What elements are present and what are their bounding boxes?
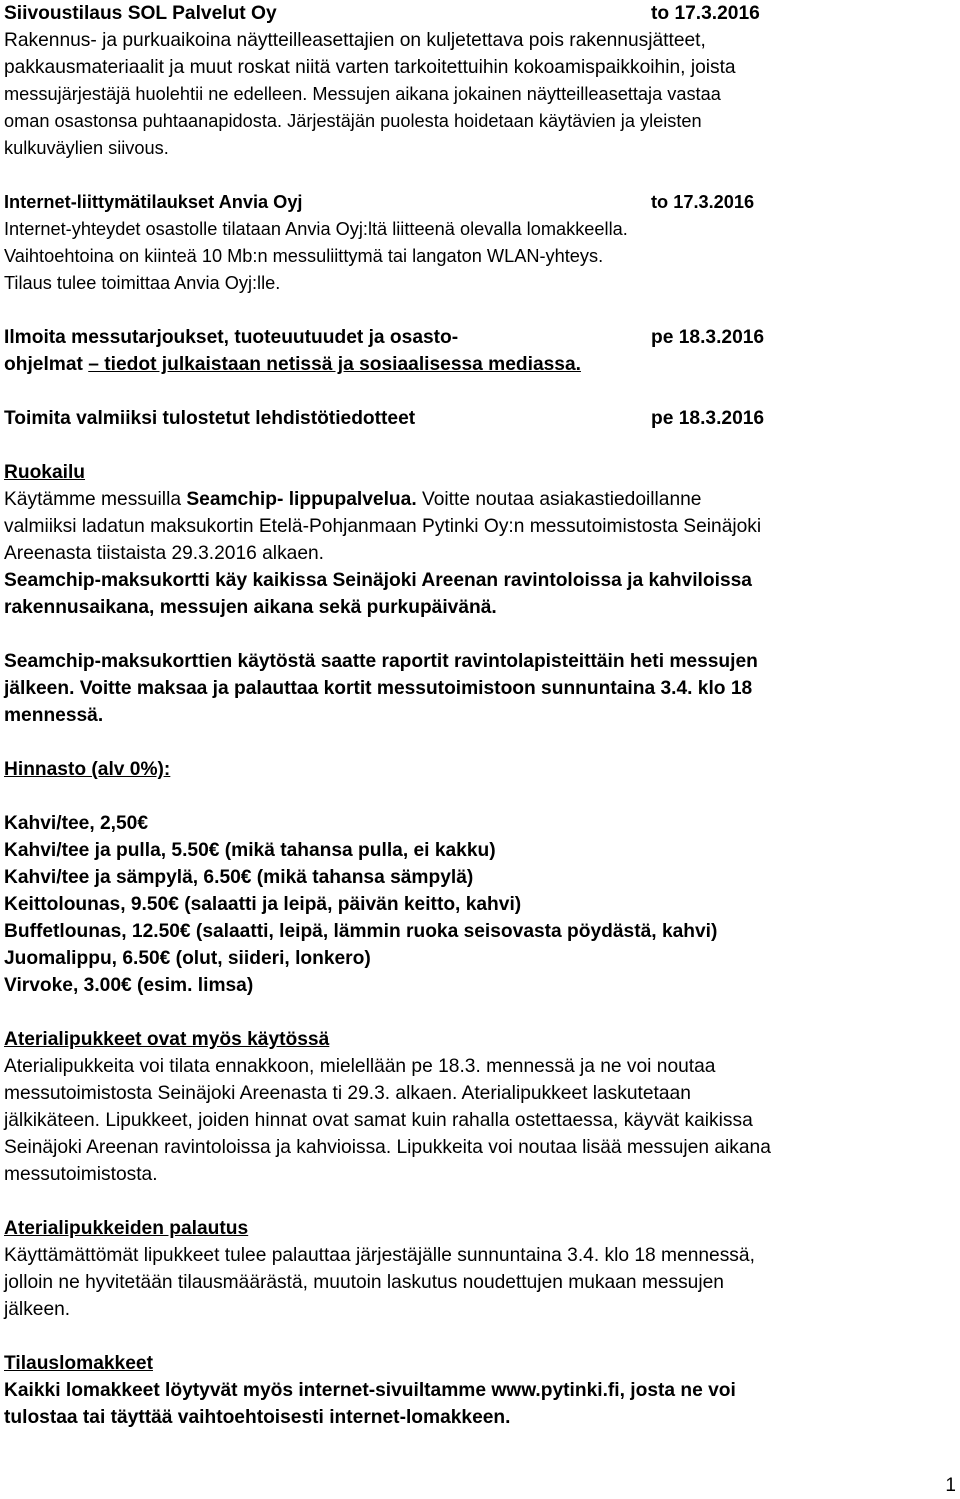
ruokailu-report-line: mennessä. [4, 705, 104, 726]
price-item: Virvoke, 3.00€ (esim. limsa) [4, 975, 254, 996]
ruokailu-bold-line: Seamchip-maksukortti käy kaikissa Seinäjoki Areenan ravintoloissa ja kahviloissa [4, 570, 752, 591]
document-page [4, 0, 956, 1431]
toimita-row [4, 405, 956, 432]
ilmoita-line2-underlined: – tiedot julkaistaan netissä ja sosiaalisessa mediassa. [88, 354, 581, 375]
ruokailu-line [4, 486, 956, 513]
palautus-heading: Aterialipukkeiden palautus [4, 1218, 249, 1239]
internet-heading-row [4, 189, 956, 216]
price-item: Juomalippu, 6.50€ (olut, siideri, lonkero) [4, 948, 371, 969]
aterialipukkeet-line: messutoimistosta. [4, 1164, 158, 1185]
aterialipukkeet-line: Aterialipukkeita voi tilata ennakkoon, mielellään pe 18.3. mennessä ja ne voi noutaa [4, 1056, 716, 1077]
price-item: Keittolounas, 9.50€ (salaatti ja leipä, päivän keitto, kahvi) [4, 894, 522, 915]
ruokailu-report-line: Seamchip-maksukorttien käytöstä saatte raportit ravintolapisteittäin heti messujen [4, 651, 758, 672]
page-number: 1 [945, 1475, 956, 1496]
ruokailu-l1-post: Voitte noutaa asiakastiedoillanne [416, 489, 702, 510]
seamchip-label: Seamchip- lippupalvelua. [186, 489, 417, 510]
siivous-line: Rakennus- ja purkuaikoina näytteilleasettajien on kuljetettava pois rakennusjätteet, [4, 30, 706, 51]
palautus-line: jälkeen. [4, 1299, 71, 1320]
siivous-line: messujärjestäjä huolehtii ne edelleen. Messujen aikana jokainen näytteilleasettaja vastaa [4, 84, 721, 104]
ilmoita-date: pe 18.3.2016 [651, 327, 765, 348]
lomakkeet-heading: Tilauslomakkeet [4, 1353, 153, 1374]
siivous-line: oman osastonsa puhtaanapidosta. Järjestäjän puolesta hoidetaan käytävien ja yleisten [4, 111, 702, 131]
internet-heading: Internet-liittymätilaukset Anvia Oyj [4, 192, 303, 212]
ruokailu-line: Areenasta tiistaista 29.3.2016 alkaen. [4, 543, 325, 564]
aterialipukkeet-line: Seinäjoki Areenan ravintoloissa ja kahvioissa. Lipukkeita voi noutaa lisää messujen aikana [4, 1137, 771, 1158]
price-item: Kahvi/tee ja sämpylä, 6.50€ (mikä tahansa sämpylä) [4, 867, 474, 888]
internet-line: Vaihtoehtoina on kiinteä 10 Mb:n messuliittymä tai langaton WLAN-yhteys. [4, 246, 604, 266]
ruokailu-line: valmiiksi ladatun maksukortin Etelä-Pohjanmaan Pytinki Oy:n messutoimistosta Seinäjoki [4, 516, 762, 537]
ilmoita-row [4, 324, 956, 351]
internet-line: Internet-yhteydet osastolle tilataan Anvia Oyj:ltä liitteenä olevalla lomakkeella. [4, 219, 628, 239]
hinnasto-heading: Hinnasto (alv 0%): [4, 759, 171, 780]
siivous-heading-row [4, 0, 956, 27]
palautus-line: Käyttämättömät lipukkeet tulee palauttaa järjestäjälle sunnuntaina 3.4. klo 18 mennessä, [4, 1245, 755, 1266]
internet-line: Tilaus tulee toimittaa Anvia Oyj:lle. [4, 273, 281, 293]
ruokailu-l1-pre: Käytämme messuilla [4, 489, 187, 510]
price-item: Buffetlounas, 12.50€ (salaatti, leipä, lämmin ruoka seisovasta pöydästä, kahvi) [4, 921, 718, 942]
lomakkeet-line: Kaikki lomakkeet löytyvät myös internet-sivuiltamme www.pytinki.fi, josta ne voi [4, 1380, 736, 1401]
toimita-date: pe 18.3.2016 [651, 408, 765, 429]
price-item: Kahvi/tee ja pulla, 5.50€ (mikä tahansa pulla, ei kakku) [4, 840, 496, 861]
lomakkeet-line: tulostaa tai täyttää vaihtoehtoisesti internet-lomakkeen. [4, 1407, 511, 1428]
siivous-date: to 17.3.2016 [651, 3, 760, 24]
siivous-heading: Siivoustilaus SOL Palvelut Oy [4, 3, 277, 24]
aterialipukkeet-line: messutoimistosta Seinäjoki Areenasta ti 29.3. alkaen. Aterialipukkeet laskutetaan [4, 1083, 691, 1104]
aterialipukkeet-heading: Aterialipukkeet ovat myös käytössä [4, 1029, 330, 1050]
ilmoita-line2 [4, 351, 956, 378]
ilmoita-line1: Ilmoita messutarjoukset, tuoteuutuudet ja osasto- [4, 327, 459, 348]
internet-date: to 17.3.2016 [651, 192, 755, 212]
siivous-line: pakkausmateriaalit ja muut roskat niitä varten tarkoitettuihin kokoamispaikkoihin, joista [4, 57, 736, 78]
aterialipukkeet-line: jälkikäteen. Lipukkeet, joiden hinnat ovat samat kuin rahalla ostettaessa, käyvät kaikissa [4, 1110, 753, 1131]
ilmoita-line2-pre: ohjelmat [4, 354, 89, 375]
ruokailu-report-line: jälkeen. Voitte maksaa ja palauttaa kortit messutoimistoon sunnuntaina 3.4. klo 18 [4, 678, 753, 699]
siivous-line: kulkuväylien siivous. [4, 138, 169, 158]
palautus-line: jolloin ne hyvitetään tilausmäärästä, muutoin laskutus noudettujen mukaan messujen [4, 1272, 724, 1293]
toimita-heading: Toimita valmiiksi tulostetut lehdistötiedotteet [4, 408, 416, 429]
ruokailu-heading: Ruokailu [4, 462, 86, 483]
ruokailu-bold-line: rakennusaikana, messujen aikana sekä purkupäivänä. [4, 597, 497, 618]
price-item: Kahvi/tee, 2,50€ [4, 813, 148, 834]
